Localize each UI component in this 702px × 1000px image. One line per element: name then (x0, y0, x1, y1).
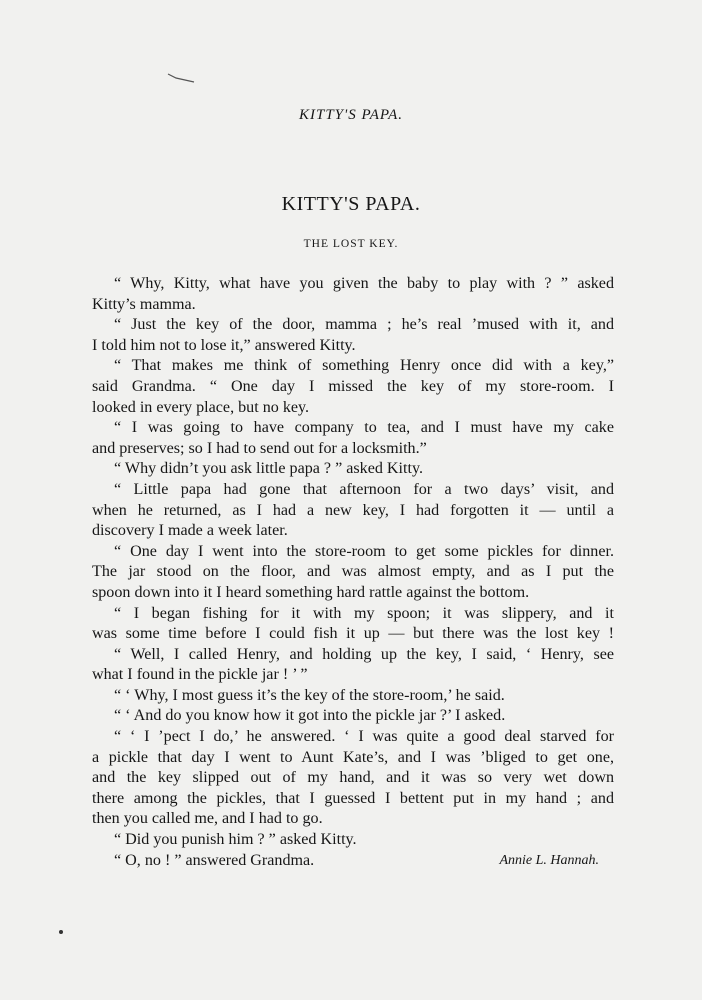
page-title: KITTY'S PAPA. (281, 193, 421, 215)
text-line: when he returned, as I had a new key, I had forgotten it — until a (92, 501, 614, 519)
text-line: there among the pickles, that I guessed I bettent put in my hand ; and (92, 789, 614, 807)
closing-line (92, 851, 614, 872)
chapter-subtitle: THE LOST KEY. (303, 238, 399, 250)
text-line: “ One day I went into the store-room to get some pickles for dinner. (114, 542, 614, 560)
text-line: “ Little papa had gone that afternoon for a two days’ visit, and (114, 480, 614, 498)
text-line: what I found in the pickle jar ! ’ ” (92, 666, 308, 684)
text-line: “ I began fishing for it with my spoon; it was slippery, and it (114, 604, 614, 622)
text-line: said Grandma. “ One day I missed the key of my store-room. I (92, 377, 614, 395)
text-line: “ Why, Kitty, what have you given the baby to play with ? ” asked (114, 275, 614, 292)
text-line: was some time before I could fish it up — but there was the lost key ! (92, 625, 614, 643)
print-speck (59, 930, 63, 934)
text-line: “ ‘ And do you know how it got into the pickle jar ?’ I asked. (114, 707, 506, 725)
story-text (92, 274, 614, 871)
text-line: “ Why didn’t you ask little papa ? ” asked Kitty. (114, 460, 423, 478)
running-head: KITTY'S PAPA. (298, 107, 404, 123)
text-line: and preserves; so I had to send out for a locksmith.” (92, 439, 427, 457)
text-line: looked in every place, but no key. (92, 398, 310, 416)
closing-dialogue: “ O, no ! ” answered Grandma. (114, 851, 315, 869)
ink-mark-icon (166, 70, 196, 84)
text-line: “ I was going to have company to tea, and I must have my cake (114, 419, 614, 437)
text-line: discovery I made a week later. (92, 522, 288, 540)
text-line: “ That makes me think of something Henry once did with a key,” (114, 357, 614, 375)
text-line: Kitty’s mamma. (92, 295, 196, 313)
text-line: spoon down into it I heard something hard rattle against the bottom. (92, 583, 530, 601)
text-line: and the key slipped out of my hand, and it was so very wet down (92, 769, 614, 787)
text-line: I told him not to lose it,” answered Kitty. (92, 336, 356, 354)
author-signature: Annie L. Hannah. (499, 852, 599, 868)
text-line: “ ‘ I ’pect I do,’ he answered. ‘ I was quite a good deal starved for (114, 728, 614, 746)
text-line: “ Just the key of the door, mamma ; he’s real ’mused with it, and (114, 316, 614, 334)
text-line: a pickle that day I went to Aunt Kate’s, and I was ’bliged to get one, (92, 748, 614, 766)
text-line: “ ‘ Why, I most guess it’s the key of the store-room,’ he said. (114, 686, 505, 704)
text-line: “ Well, I called Henry, and holding up the key, I said, ‘ Henry, see (114, 645, 614, 663)
text-line: then you called me, and I had to go. (92, 810, 323, 828)
text-line: The jar stood on the floor, and was almost empty, and as I put the (92, 563, 614, 581)
text-line: “ Did you punish him ? ” asked Kitty. (114, 831, 357, 849)
